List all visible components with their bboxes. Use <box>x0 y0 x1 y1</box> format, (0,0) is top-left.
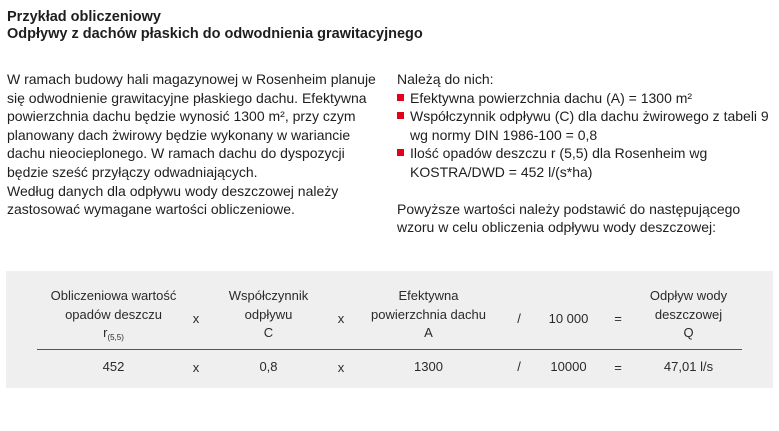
requirement-paragraph: Według danych dla odpływu wody deszczowej należy zastosować wymagane wartości obliczeniowe. <box>7 182 339 218</box>
table-divider <box>37 349 742 350</box>
values-list <box>397 89 772 182</box>
right-column <box>397 70 772 237</box>
header-runoff-coefficient: Współczynnik odpływu C <box>228 288 309 340</box>
value-rainwater-runoff: 47,01 l/s <box>663 359 714 374</box>
divide-operator: / <box>517 359 521 374</box>
list-item: Efektywna powierzchnia dachu (A) = 1300 m² <box>397 89 772 108</box>
value-divisor: 10000 <box>550 359 587 374</box>
red-square-bullet-icon <box>397 112 404 119</box>
formula-intro: Powyższe wartości należy podstawić do następującego wzoru w celu obliczenia odpływu wody deszczowej: <box>397 200 741 236</box>
example-subtitle: Odpływy z dachów płaskich do odwodnienia grawitacyjnego <box>7 26 423 42</box>
equals-operator: = <box>614 311 622 326</box>
formula-table <box>6 271 773 388</box>
example-title: Przykład obliczeniowy <box>7 9 161 25</box>
equals-operator: = <box>614 360 622 375</box>
header-rainwater-runoff: Odpływ wody deszczowej Q <box>649 288 728 340</box>
divisor-header: 10 000 <box>548 311 589 326</box>
value-runoff-coefficient: 0,8 <box>259 359 278 374</box>
divide-operator: / <box>517 311 521 326</box>
red-square-bullet-icon <box>397 94 404 101</box>
header-rainfall: Obliczeniowa wartość opadów deszczu $r_{(5,5)}$ <box>50 288 177 342</box>
multiply-operator: x <box>337 360 345 375</box>
multiply-operator: x <box>192 360 200 375</box>
red-square-bullet-icon <box>397 149 404 156</box>
values-intro: Należą do nich: <box>397 71 494 87</box>
value-rainfall: 452 <box>102 359 125 374</box>
value-effective-area: 1300 <box>414 359 443 374</box>
left-column <box>7 70 382 219</box>
multiply-operator: x <box>192 311 200 326</box>
header-effective-area: Efektywna powierzchnia dachu A <box>371 288 486 340</box>
multiply-operator: x <box>337 311 345 326</box>
list-item: Współczynnik odpływu (C) dla dachu żwirowego z tabeli 9 wg normy DIN 1986-100 = 0,8 <box>397 107 772 144</box>
list-item: Ilość opadów deszczu r (5,5) dla Rosenheim wg KOSTRA/DWD = 452 l/(s*ha) <box>397 144 772 181</box>
intro-paragraph: W ramach budowy hali magazynowej w Rosenheim planuje się odwodnienie grawitacyjne płaskiego dachu. Efektywna powierzchnia dachu będzie wynosić 1300 m², przy czym planowany dach żwirowy będzie wykonany w wariancie dachu nieocieplonego. W ramach dachu do dyspozycji będzie sześć przyłączy odwadniających. <box>7 71 376 180</box>
